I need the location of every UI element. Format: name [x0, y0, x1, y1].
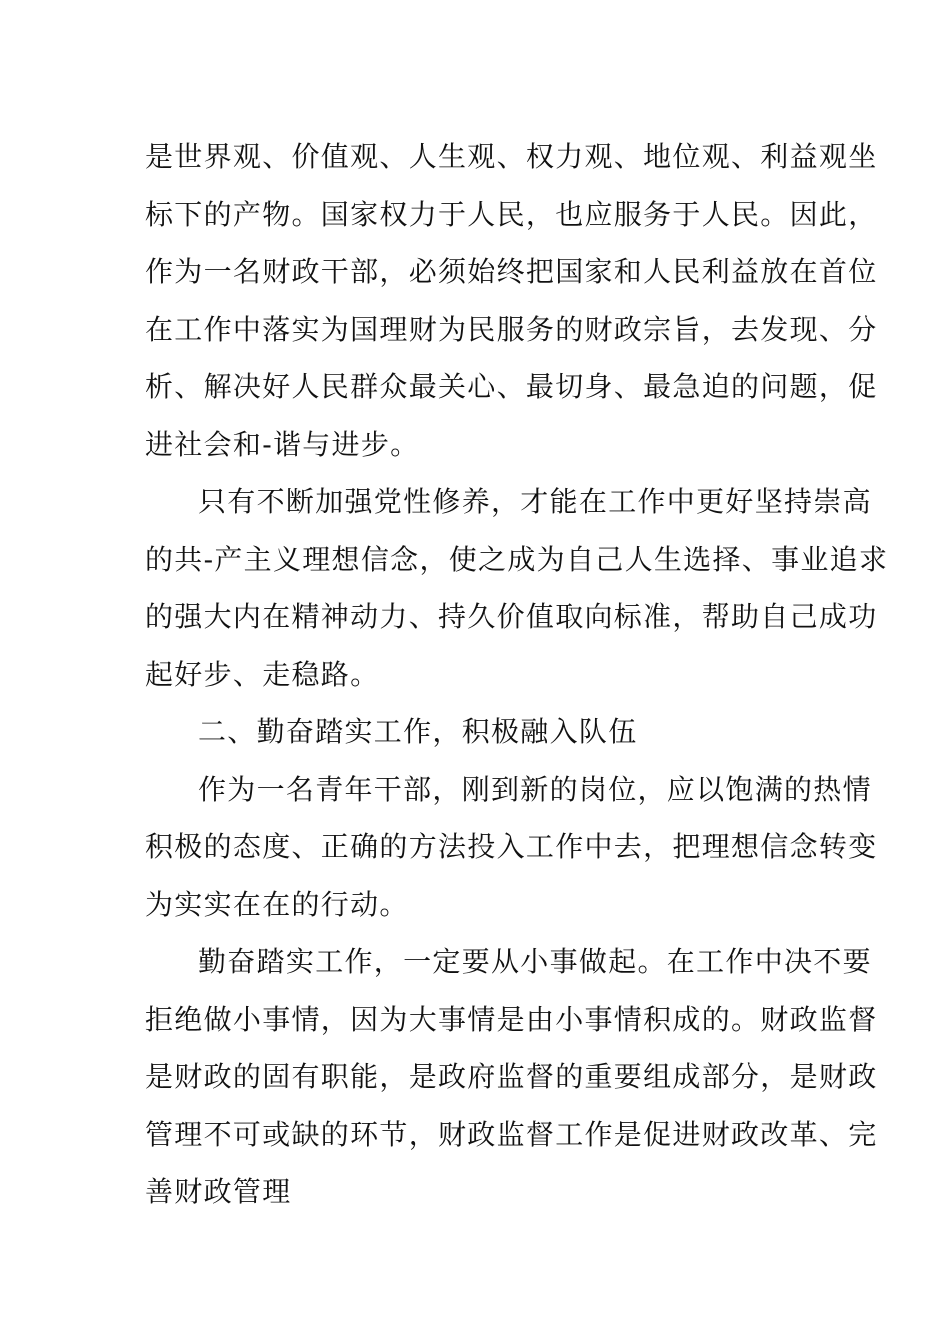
text-line: 起好步、走稳路。: [145, 657, 380, 691]
text-line: 积极的态度、正确的方法投入工作中去，把理想信念转变: [145, 830, 878, 863]
paragraph: [145, 128, 878, 473]
text-line: 作为一名青年干部，刚到新的岗位，应以饱满的热情: [198, 772, 872, 806]
text-line: 标下的产物。国家权力于人民，也应服务于人民。因此，: [145, 197, 878, 231]
text-line: 的共-产主义理想信念，使之成为自己人生选择、事业追求: [145, 542, 889, 576]
text-line: 是世界观、价值观、人生观、权力观、地位观、利益观坐: [145, 140, 878, 173]
text-line: 在工作中落实为国理财为民服务的财政宗旨，去发现、分: [145, 312, 878, 346]
text-line: 只有不断加强党性修养，才能在工作中更好坚持崇高: [198, 485, 872, 518]
text-line: 析、解决好人民群众最关心、最切身、最急迫的问题，促: [145, 370, 878, 403]
text-line: 管理不可或缺的环节，财政监督工作是促进财政改革、完: [145, 1117, 878, 1151]
text-line: 善财政管理: [145, 1175, 292, 1208]
paragraph: [145, 761, 878, 934]
text-line: 作为一名财政干部，必须始终把国家和人民利益放在首位: [145, 255, 878, 288]
text-line: 是财政的固有职能，是政府监督的重要组成部分，是财政: [145, 1060, 878, 1093]
section-heading: [145, 703, 815, 761]
text-line: 的强大内在精神动力、持久价值取向标准，帮助自己成功: [145, 600, 878, 633]
heading-text: 二、勤奋踏实工作，积极融入队伍: [198, 715, 638, 748]
text-line: 进社会和-谐与进步。: [145, 427, 420, 461]
text-line: 勤奋踏实工作，一定要从小事做起。在工作中决不要: [198, 945, 872, 978]
text-line: 为实实在在的行动。: [145, 887, 409, 921]
paragraph: [145, 473, 889, 703]
paragraph: [145, 933, 878, 1221]
text-line: 拒绝做小事情，因为大事情是由小事情积成的。财政监督: [145, 1002, 878, 1036]
document-body: [145, 128, 889, 1221]
